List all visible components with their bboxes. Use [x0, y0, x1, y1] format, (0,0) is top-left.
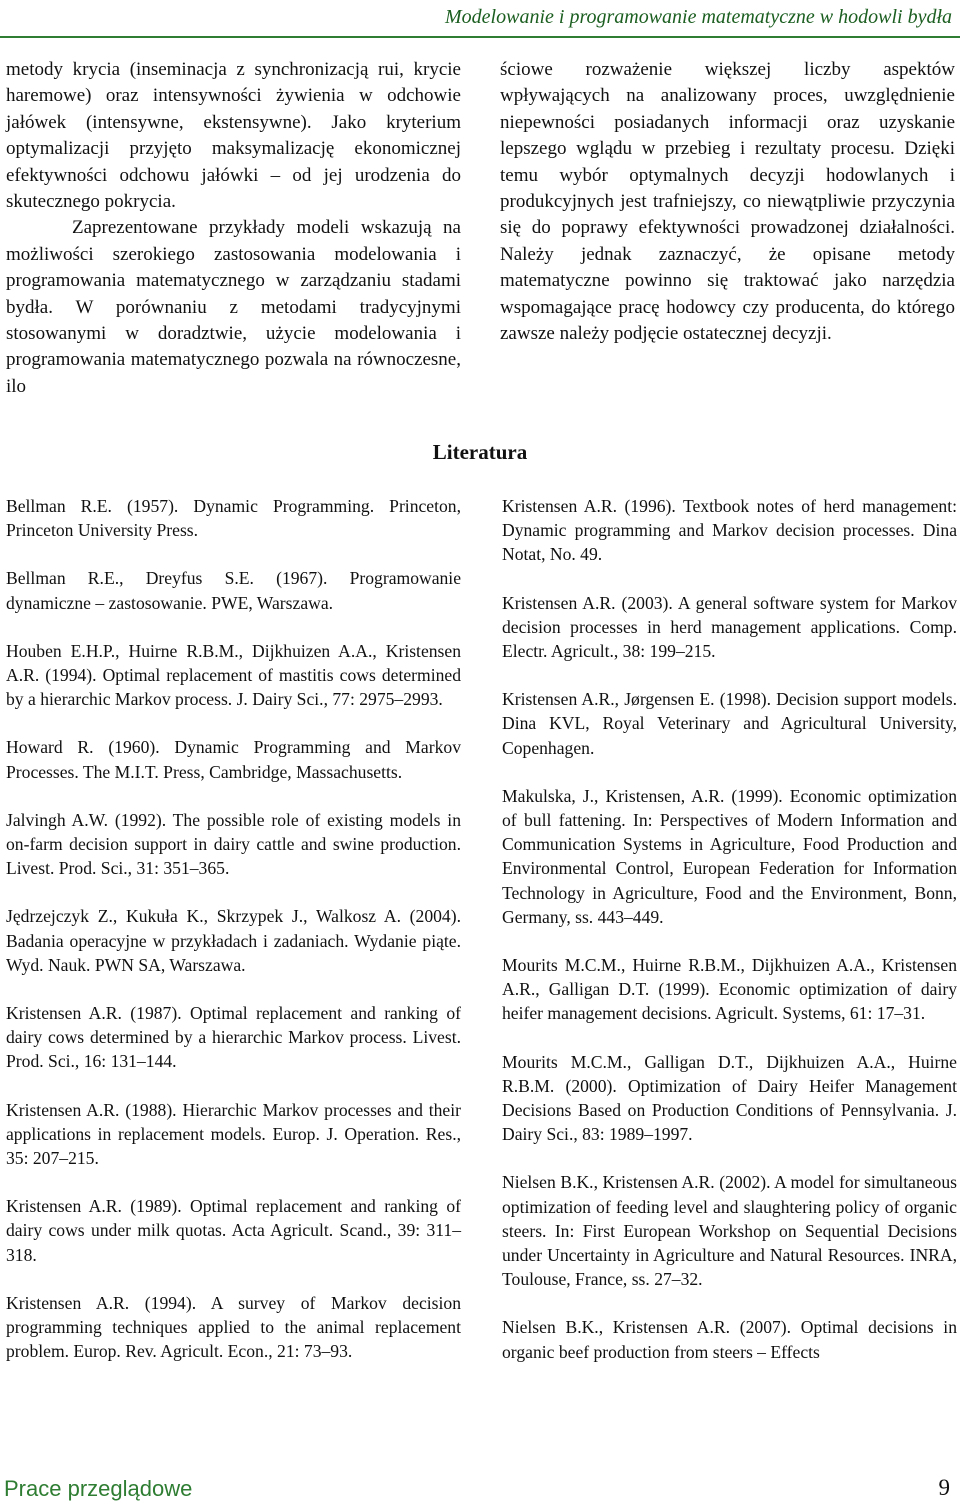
- reference-entry: Kristensen A.R. (1987). Optimal replacement and ranking of dairy cows determined by a hierarchic Markov process. Livest. Prod. Sci., 16: 131–144.: [6, 1003, 461, 1072]
- reference-entry: Nielsen B.K., Kristensen A.R. (2002). A model for simultaneous optimization of feeding level and slaughtering policy of organic steers. In: First European Workshop on Sequential Decisions under Uncertainty in Agriculture and Natural Resources. INRA, Toulouse, France, ss. 27–32.: [502, 1172, 957, 1290]
- reference-entry: Bellman R.E., Dreyfus S.E. (1967). Programowanie dynamiczne – zastosowanie. PWE, Warszawa.: [6, 568, 461, 613]
- page-number: 9: [938, 1475, 950, 1500]
- reference-entry: Houben E.H.P., Huirne R.B.M., Dijkhuizen A.A., Kristensen A.R. (1994). Optimal replacement of mastitis cows determined by a hierarchic Markov process. J. Dairy Sci., 77: 2975–2993.: [6, 640, 461, 710]
- references-heading: Literatura: [432, 440, 528, 464]
- reference-entry: Kristensen A.R. (2003). A general software system for Markov decision processes in herd management applications. Comp. Electr. Agricult., 38: 199–215.: [502, 592, 957, 662]
- reference-entry: Mourits M.C.M., Huirne R.B.M., Dijkhuizen A.A., Kristensen A.R., Galligan D.T. (1999). Economic optimization of dairy heifer management decisions. Agricult. Systems, 61: 17–31.: [502, 955, 957, 1024]
- reference-entry: Kristensen A.R. (1994). A survey of Markov decision programming techniques applied to the animal replacement problem. Europ. Rev. Agricult. Econ., 21: 73–93.: [6, 1292, 461, 1362]
- header-rule: [0, 36, 960, 38]
- body-paragraph: ściowe rozważenie większej liczby aspektów wpływających na analizowany proces, uwzględnienie niepewności posiadanych informacji oraz uzyskanie lepszego wglądu w przebieg i rezultaty procesu. Dzięki temu wybór optymalnych decyzji hodowlanych i produkcyjnych jest trafniejszy, co niewątpliwie przyczynia się do poprawy efektywności prowadzonej działalności. Należy jednak zaznaczyć, że opisane metody matematyczne powinno się traktować jako narzędzia wspomagające pracę hodowcy czy producenta, do którego zawsze należy podjęcie ostatecznej decyzji.: [500, 59, 955, 345]
- reference-entry: Makulska, J., Kristensen, A.R. (1999). Economic optimization of bull fattening. In: Perspectives of Modern Information and Communication Systems in Agriculture, Food Production and Environmental Control, European Federation for Information Technology in Agriculture, Food and the Environment, Bonn, Germany, ss. 443–449.: [502, 785, 957, 927]
- footer-section-label: Prace przeglądowe: [4, 1476, 193, 1501]
- body-column-right: [500, 57, 955, 347]
- reference-entry: Bellman R.E. (1957). Dynamic Programming. Princeton, Princeton University Press.: [6, 496, 461, 541]
- reference-entry: Nielsen B.K., Kristensen A.R. (2007). Optimal decisions in organic beef production from steers – Effects: [502, 1317, 957, 1362]
- references-column-right: [502, 494, 957, 1388]
- reference-entry: Jędrzejczyk Z., Kukuła K., Skrzypek J., Walkosz A. (2004). Badania operacyjne w przykładach i zadaniach. Wydanie piąte. Wyd. Nauk. PWN SA, Warszawa.: [6, 906, 461, 975]
- reference-entry: Kristensen A.R. (1996). Textbook notes of herd management: Dynamic programming and Markov decision processes. Dina Notat, No. 49.: [502, 496, 957, 565]
- body-paragraph: metody krycia (inseminacja z synchronizacją rui, krycie haremowe) oraz intensywności żywienia w odchowie jałówek (intensywne, ekstensywne). Jako kryterium optymalizacji przyjęto maksymalizację ekonomicznej efektywności odchowu jałówki – od jej urodzenia do skutecznego pokrycia.: [6, 59, 461, 213]
- reference-entry: Kristensen A.R., Jørgensen E. (1998). Decision support models. Dina KVL, Royal Veterinary and Agricultural University, Copenhagen.: [502, 689, 957, 758]
- reference-entry: Howard R. (1960). Dynamic Programming and Markov Processes. The M.I.T. Press, Cambridge, Massachusetts.: [6, 737, 461, 782]
- running-header: Modelowanie i programowanie matematyczne w hodowli bydła: [445, 6, 952, 28]
- reference-entry: Kristensen A.R. (1988). Hierarchic Markov processes and their applications in replacement models. Europ. J. Operation. Res., 35: 207–215.: [6, 1099, 461, 1169]
- reference-entry: Kristensen A.R. (1989). Optimal replacement and ranking of dairy cows under milk quotas. Acta Agricult. Scand., 39: 311–318.: [6, 1196, 461, 1265]
- reference-entry: Jalvingh A.W. (1992). The possible role of existing models in on-farm decision support in dairy cattle and swine production. Livest. Prod. Sci., 31: 351–365.: [6, 809, 461, 879]
- body-column-left: [6, 57, 461, 400]
- references-column-left: [6, 494, 461, 1387]
- reference-entry: Mourits M.C.M., Galligan D.T., Dijkhuizen A.A., Huirne R.B.M. (2000). Optimization of Dairy Heifer Management Decisions Based on Production Conditions of Pennsylvania. J. Dairy Sci., 83: 1989–1997.: [502, 1051, 957, 1145]
- body-paragraph: Zaprezentowane przykłady modeli wskazują na możliwości szerokiego zastosowania modelowania i programowania matematycznego w zarządzaniu stadami bydła. W porównaniu z metodami tradycyjnymi stosowanymi w doradztwie, użycie modelowania i programowania matematycznego pozwala na równoczesne, ilo: [6, 217, 461, 397]
